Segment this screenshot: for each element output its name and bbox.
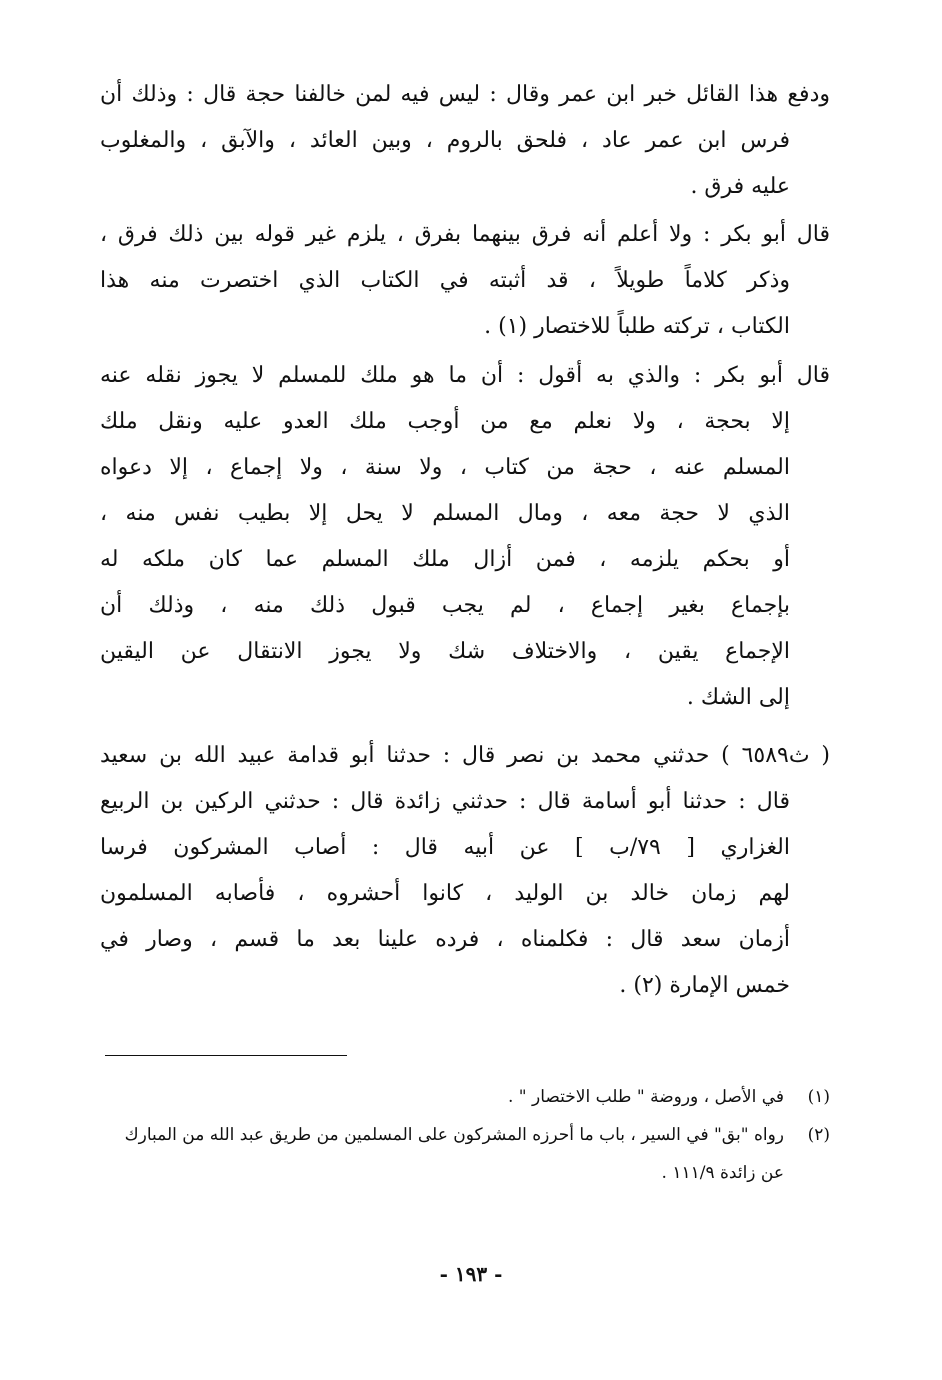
footnote-line: في الأصل ، وروضة " طلب الاختصار " . bbox=[507, 1087, 784, 1107]
footnote-separator bbox=[105, 1055, 347, 1056]
text-line: وذكر كلاماً طويلاً ، قد أثبته في الكتاب الذي اختصرت منه هذا bbox=[100, 268, 790, 293]
text-line: عليه فرق . bbox=[690, 174, 790, 199]
footnotes bbox=[100, 1078, 830, 1192]
text-line: الكتاب ، تركته طلباً للاختصار (١) . bbox=[484, 314, 790, 339]
text-line: فرس ابن عمر عاد ، فلحق بالروم ، وبين العائد ، والآبق ، والمغلوب bbox=[100, 128, 791, 153]
text-line: أو بحكم يلزمه ، فمن أزال ملك المسلم عما كان ملكه له bbox=[100, 547, 790, 572]
text-line: لهم زمان خالد بن الوليد ، كانوا أحشروه ، فأصابه المسلمون bbox=[100, 881, 790, 906]
text-line: ( ث٦٥٨٩ ) حدثني محمد بن نصر قال : حدثنا أبو قدامة عبيد الله بن سعيد bbox=[100, 743, 830, 768]
text-line: بإجماع بغير إجماع ، لم يجب قبول ذلك منه ، وذلك أن bbox=[100, 593, 791, 618]
text-line: ودفع هذا القائل خبر ابن عمر وقال : ليس فيه لمن خالفنا حجة قال : وذلك أن bbox=[100, 82, 830, 107]
text-line: المسلم عنه ، حجة من كتاب ، ولا سنة ، ولا إجماع ، إلا دعواه bbox=[100, 455, 790, 480]
text-line: أزمان سعد قال : فكلمناه ، فرده علينا بعد ما قسم ، وصار في bbox=[100, 927, 790, 952]
footnote-text bbox=[100, 1078, 784, 1116]
text-line: إلا بحجة ، ولا نعلم مع من أوجب ملك العدو عليه ونقل ملك bbox=[100, 409, 790, 434]
paragraph-3 bbox=[100, 353, 830, 721]
text-line: قال أبو بكر : ولا أعلم أنه فرق بينهما بفرق ، يلزم غير قوله بين ذلك فرق ، bbox=[100, 222, 830, 247]
paragraph-2 bbox=[100, 212, 830, 350]
footnote-number: (٢) bbox=[807, 1125, 830, 1145]
footnote-1 bbox=[100, 1078, 830, 1116]
text-line: قال : حدثنا أبو أسامة قال : حدثني زائدة قال : حدثني الركين بن الربيع bbox=[100, 789, 790, 814]
footnote-line: رواه "بق" في السير ، باب ما أحرزه المشركون على المسلمين من طريق عبد الله من المبارك bbox=[124, 1125, 784, 1145]
paragraph-4 bbox=[100, 733, 830, 1009]
text-line: الإجماع يقين ، والاختلاف شك ولا يجوز الانتقال عن اليقين bbox=[100, 639, 790, 664]
page-number: - ١٩٣ - bbox=[439, 1262, 503, 1286]
text-line: خمس الإمارة (٢) . bbox=[619, 973, 790, 998]
text-line: الذي لا حجة معه ، ومال المسلم لا يحل إلا بطيب نفس منه ، bbox=[100, 501, 790, 526]
text-line: إلى الشك . bbox=[686, 685, 790, 710]
footnote-text bbox=[100, 1116, 784, 1192]
text-line: الغزاري [ ٧٩/ب ] عن أبيه قال : أصاب المشركون فرسا bbox=[100, 835, 790, 860]
footnote-number: (١) bbox=[807, 1087, 830, 1107]
footnote-2 bbox=[100, 1116, 830, 1192]
footnote-line: عن زائدة ١١١/٩ . bbox=[661, 1163, 784, 1183]
paragraph-1 bbox=[100, 72, 830, 210]
text-line: قال أبو بكر : والذي به أقول : أن ما هو ملك للمسلم لا يجوز نقله عنه bbox=[100, 363, 830, 388]
